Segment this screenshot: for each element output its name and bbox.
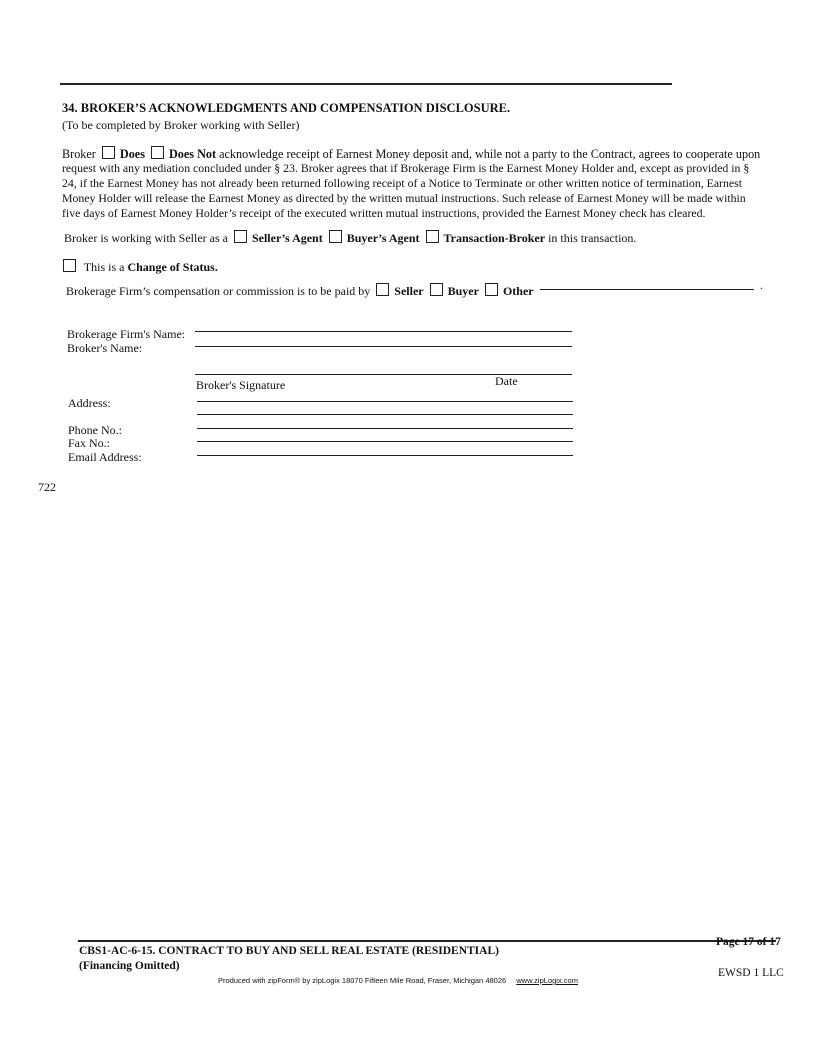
ack-text-1: acknowledge receipt of Earnest Money deposit and, while not a party to the Contract, agrees to cooperate upon bbox=[219, 147, 761, 161]
transaction-broker-checkbox[interactable] bbox=[426, 230, 439, 243]
change-status-lead: This is a bbox=[83, 260, 125, 274]
compensation-lead: Brokerage Firm’s compensation or commission is to be paid by bbox=[66, 284, 371, 298]
signature-label: Broker's Signature bbox=[196, 378, 286, 392]
ziplogix-link[interactable]: www.zipLogix.com bbox=[516, 976, 578, 985]
section-heading: 34. BROKER’S ACKNOWLEDGMENTS AND COMPENSATION DISCLOSURE. bbox=[62, 101, 511, 115]
firm-name-label: Brokerage Firm's Name: bbox=[67, 327, 186, 341]
fax-field[interactable] bbox=[197, 441, 573, 442]
ack-line-3: 24, if the Earnest Money has not already been returned following receipt of a Notice to Terminate or other written notice of termination, Earnest bbox=[62, 176, 742, 190]
sellers-agent-checkbox[interactable] bbox=[234, 230, 247, 243]
comp-trail: . bbox=[760, 278, 763, 292]
email-label: Email Address: bbox=[68, 450, 142, 464]
phone-label: Phone No.: bbox=[68, 423, 122, 437]
email-field[interactable] bbox=[197, 455, 573, 456]
produced-text: Produced with zipForm® by zipLogix 18070 Fifteen Mile Road, Fraser, Michigan 48026 bbox=[218, 976, 507, 985]
comp-seller-label: Seller bbox=[394, 284, 424, 298]
ack-line-1 bbox=[62, 146, 767, 162]
comp-other-label: Other bbox=[502, 284, 534, 298]
comp-buyer-label: Buyer bbox=[447, 284, 479, 298]
footer-rule bbox=[78, 940, 776, 942]
compensation-line bbox=[66, 283, 534, 299]
form-code: CBS1-AC-6-15. CONTRACT TO BUY AND SELL REAL ESTATE (RESIDENTIAL) bbox=[79, 945, 499, 957]
does-checkbox[interactable] bbox=[102, 146, 115, 159]
does-label: Does bbox=[119, 147, 145, 161]
fax-label: Fax No.: bbox=[68, 436, 110, 450]
transaction-broker-label: Transaction-Broker bbox=[443, 231, 546, 245]
working-lead: Broker is working with Seller as a bbox=[64, 231, 228, 245]
phone-field[interactable] bbox=[197, 428, 573, 429]
produced-with bbox=[218, 976, 578, 985]
change-status-checkbox[interactable] bbox=[63, 259, 76, 272]
comp-buyer-checkbox[interactable] bbox=[430, 283, 443, 296]
page-number: Page 17 of 17 bbox=[716, 936, 781, 948]
broker-name-label: Broker's Name: bbox=[67, 341, 143, 355]
working-tail: in this transaction. bbox=[548, 231, 637, 245]
does-not-checkbox[interactable] bbox=[151, 146, 164, 159]
firm-name-field[interactable] bbox=[195, 331, 572, 332]
sellers-agent-label: Seller’s Agent bbox=[251, 231, 323, 245]
ack-lead: Broker bbox=[62, 147, 96, 161]
top-rule bbox=[60, 83, 672, 85]
working-line bbox=[64, 230, 636, 246]
form-subtitle: (Financing Omitted) bbox=[79, 960, 180, 972]
change-status-bold: Change of Status. bbox=[127, 260, 218, 274]
address-label: Address: bbox=[68, 396, 111, 410]
section-subheading: (To be completed by Broker working with Seller) bbox=[62, 118, 300, 132]
address-field-1[interactable] bbox=[197, 401, 573, 402]
buyers-agent-checkbox[interactable] bbox=[329, 230, 342, 243]
buyers-agent-label: Buyer’s Agent bbox=[346, 231, 420, 245]
line-number: 722 bbox=[38, 480, 56, 494]
date-label: Date bbox=[495, 374, 518, 388]
address-field-2[interactable] bbox=[197, 414, 573, 415]
comp-other-checkbox[interactable] bbox=[485, 283, 498, 296]
comp-seller-checkbox[interactable] bbox=[376, 283, 389, 296]
ack-line-2: request with any mediation concluded under § 23. Broker agrees that if Brokerage Firm is the Earnest Money Holder and, except as provided in § bbox=[62, 161, 750, 175]
ack-line-5: five days of Earnest Money Holder’s receipt of the executed written mutual instructions, provided the Earnest Money check has cleared. bbox=[62, 206, 706, 220]
company-name: EWSD 1 LLC bbox=[718, 967, 784, 979]
broker-name-field[interactable] bbox=[195, 346, 572, 347]
does-not-label: Does Not bbox=[169, 147, 217, 161]
comp-other-line[interactable] bbox=[540, 289, 754, 290]
ack-line-4: Money Holder will release the Earnest Money as directed by the written mutual instructions. Such release of Earnest Money will be made within bbox=[62, 191, 746, 205]
change-status-line bbox=[63, 259, 218, 275]
